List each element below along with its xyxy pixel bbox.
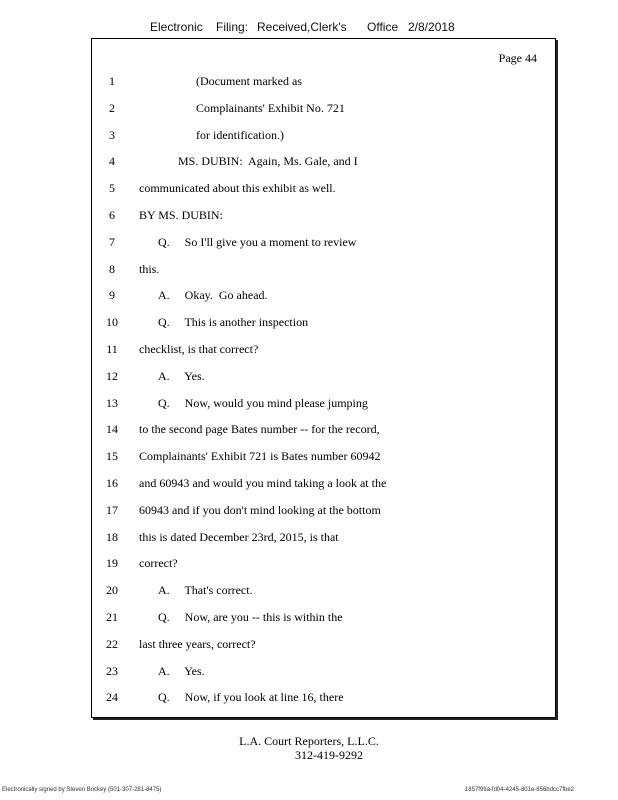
line-text: Complainants' Exhibit No. 721: [196, 100, 345, 115]
transcript-line: [92, 422, 555, 438]
line-number: 5: [109, 181, 115, 196]
transcript-line: [92, 154, 555, 170]
line-text: Q. Now, are you -- this is within the: [158, 610, 343, 624]
line-number: 22: [106, 636, 118, 651]
transcript-line: [92, 583, 555, 599]
line-text: (Document marked as: [196, 74, 302, 88]
transcript-line: [92, 396, 555, 412]
line-number: 6: [109, 208, 115, 222]
transcript-line: [92, 315, 555, 331]
line-text: BY MS. DUBIN:: [139, 208, 223, 222]
line-text: MS. DUBIN: Again, Ms. Gale, and I: [178, 154, 358, 169]
transcript-page: [91, 38, 556, 718]
footer-company: L.A. Court Reporters, L.L.C.: [239, 734, 379, 748]
line-text: Q. Now, if you look at line 16, there: [158, 690, 344, 705]
line-number: 12: [106, 368, 118, 383]
transcript-line: [92, 637, 555, 653]
line-number: 13: [106, 395, 118, 410]
transcript-line: [92, 101, 555, 117]
line-text: 60943 and if you don't mind looking at the bottom: [139, 502, 381, 517]
transcript-line: [92, 342, 555, 358]
header-word-received: Received,Clerk's: [257, 20, 347, 34]
line-number: 19: [106, 556, 118, 571]
line-text: this is dated December 23rd, 2015, is that: [139, 529, 339, 544]
line-number: 20: [106, 583, 118, 598]
filing-header: [150, 20, 470, 36]
line-number: 9: [109, 288, 115, 303]
transcript-line: [92, 476, 555, 492]
transcript-line: [92, 235, 555, 251]
line-number: 24: [106, 690, 118, 705]
line-text: A. Okay. Go ahead.: [158, 288, 268, 303]
line-number: 21: [106, 610, 118, 624]
transcript-line: [92, 288, 555, 304]
transcript-line: [92, 181, 555, 197]
transcript-line: [92, 556, 555, 572]
header-word-electronic: Electronic: [150, 20, 203, 34]
line-text: Q. So I'll give you a moment to review: [158, 234, 357, 249]
line-number: 16: [106, 476, 118, 490]
line-number: 2: [109, 100, 115, 115]
line-text: this.: [139, 261, 160, 276]
transcript-line: [92, 369, 555, 385]
transcript-line: [92, 208, 555, 224]
line-number: 7: [109, 234, 115, 249]
line-text: checklist, is that correct?: [139, 342, 259, 356]
transcript-line: [92, 262, 555, 278]
header-word-filing: Filing:: [216, 20, 249, 34]
signature-left: Electronically signed by Steven Brickey (501-307-281-8475): [2, 787, 162, 793]
line-number: 1: [109, 74, 115, 88]
line-text: correct?: [139, 556, 178, 571]
line-number: 14: [106, 422, 118, 437]
footer-phone: 312-419-9292: [295, 748, 363, 762]
line-number: 8: [109, 261, 115, 276]
line-number: 18: [106, 529, 118, 544]
line-text: and 60943 and would you mind taking a look at the: [139, 476, 387, 490]
header-word-date: 2/8/2018: [408, 20, 455, 34]
line-text: A. That's correct.: [158, 583, 253, 598]
line-text: Complainants' Exhibit 721 is Bates number 60942: [139, 449, 381, 464]
line-text: to the second page Bates number -- for the record,: [139, 422, 380, 437]
page-number: Page 44: [498, 51, 537, 65]
line-text: A. Yes.: [158, 663, 205, 678]
line-number: 4: [109, 154, 115, 169]
transcript-line: [92, 610, 555, 626]
line-text: A. Yes.: [158, 368, 205, 383]
line-text: for identification.): [196, 127, 284, 142]
line-text: Q. This is another inspection: [158, 315, 309, 330]
transcript-line: [92, 128, 555, 144]
line-text: last three years, correct?: [139, 636, 256, 651]
transcript-line: [92, 503, 555, 519]
line-number: 10: [106, 315, 118, 330]
line-text: communicated about this exhibit as well.: [139, 181, 336, 196]
line-text: Q. Now, would you mind please jumping: [158, 395, 368, 410]
line-number: 17: [106, 502, 118, 517]
line-number: 3: [109, 127, 115, 142]
line-number: 15: [106, 449, 118, 464]
line-number: 11: [106, 342, 118, 356]
transcript-line: [92, 690, 555, 706]
transcript-line: [92, 74, 555, 90]
signature-right: 1857f99a-fd04-4245-801e-856bdcc7fbe2: [464, 787, 574, 793]
transcript-line: [92, 664, 555, 680]
transcript-line: [92, 530, 555, 546]
transcript-line: [92, 449, 555, 465]
line-number: 23: [106, 663, 118, 678]
header-word-office: Office: [367, 20, 399, 34]
